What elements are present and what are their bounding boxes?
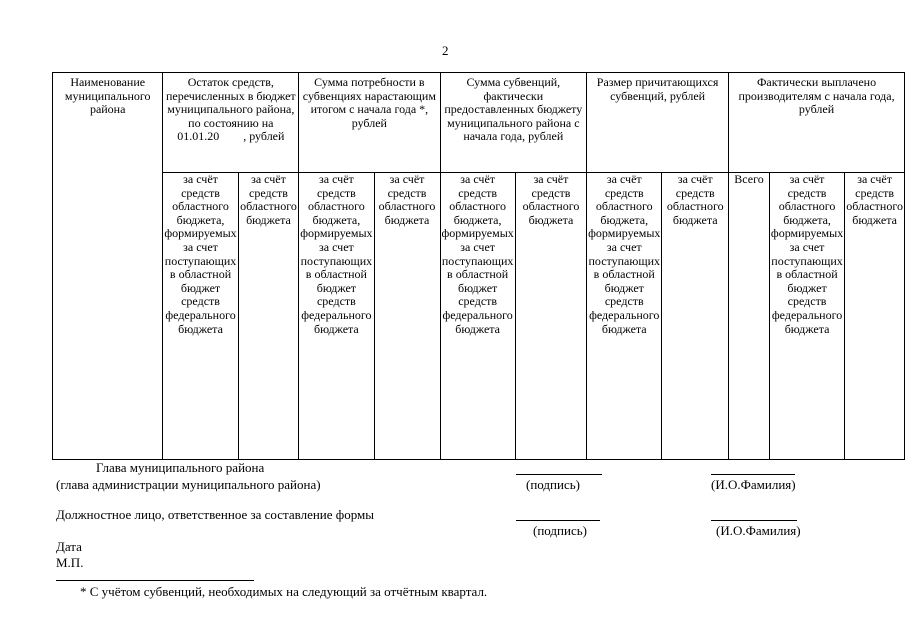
table-header-row [53,73,905,173]
sub-due-federal: за счёт средств областного бюджета, формируемых за счет поступающих в областной бюджет средств федерального бюджета [587,173,662,460]
head-name-label: (И.О.Фамилия) [711,477,796,492]
official-signature-line [516,520,600,521]
header-granted: Сумма субвенций, фактически предоставленных бюджету муниципального района с начала года, рублей [440,73,587,173]
header-balance-unit: , рублей [243,129,285,144]
header-due: Размер причитающихся субвенций, рублей [587,73,729,173]
head-signature-line [516,474,602,475]
sub-granted-regional: за счёт средств областного бюджета [515,173,586,460]
subvention-report-table [52,72,905,460]
sub-due-regional: за счёт средств областного бюджета [662,173,729,460]
stamp-label: М.П. [56,555,84,570]
header-need: Сумма потребности в субвенциях нарастающим итогом с начала года *, рублей [299,73,440,173]
sub-paid-regional: за счёт средств областного бюджета [845,173,905,460]
header-balance-text: Остаток средств, перечисленных в бюджет муниципального района, по состоянию на [165,75,296,130]
header-balance [163,73,299,173]
header-district-name: Наименование муниципального района [53,73,163,460]
sub-paid-total: Всего [729,173,770,460]
footnote-separator [56,580,254,581]
head-title-line2: (глава администрации муниципального района) [56,477,321,492]
official-name-line [711,520,797,521]
page-number: 2 [442,43,449,58]
footnote: * С учётом субвенций, необходимых на следующий за отчётным квартал. [80,584,488,599]
table-subheader-row [53,173,905,460]
header-balance-date: 01.01.20 [177,129,220,144]
date-label: Дата [56,539,82,554]
official-name-label: (И.О.Фамилия) [716,523,801,538]
sub-balance-regional: за счёт средств областного бюджета [238,173,299,460]
sub-paid-federal: за счёт средств областного бюджета, формируемых за счет поступающих в областной бюджет средств федерального бюджета [769,173,844,460]
sub-balance-federal: за счёт средств областного бюджета, формируемых за счет поступающих в областной бюджет средств федерального бюджета [163,173,238,460]
sub-granted-federal: за счёт средств областного бюджета, формируемых за счет поступающих в областной бюджет средств федерального бюджета [440,173,515,460]
official-signature-label: (подпись) [533,523,587,538]
head-signature-label: (подпись) [526,477,580,492]
head-title-line1: Глава муниципального района [96,460,265,475]
sub-need-regional: за счёт средств областного бюджета [374,173,440,460]
head-name-line [711,474,795,475]
official-title: Должностное лицо, ответственное за составление формы [56,507,374,522]
sub-need-federal: за счёт средств областного бюджета, формируемых за счет поступающих в областной бюджет средств федерального бюджета [299,173,374,460]
header-paid: Фактически выплачено производителям с начала года, рублей [729,73,905,173]
